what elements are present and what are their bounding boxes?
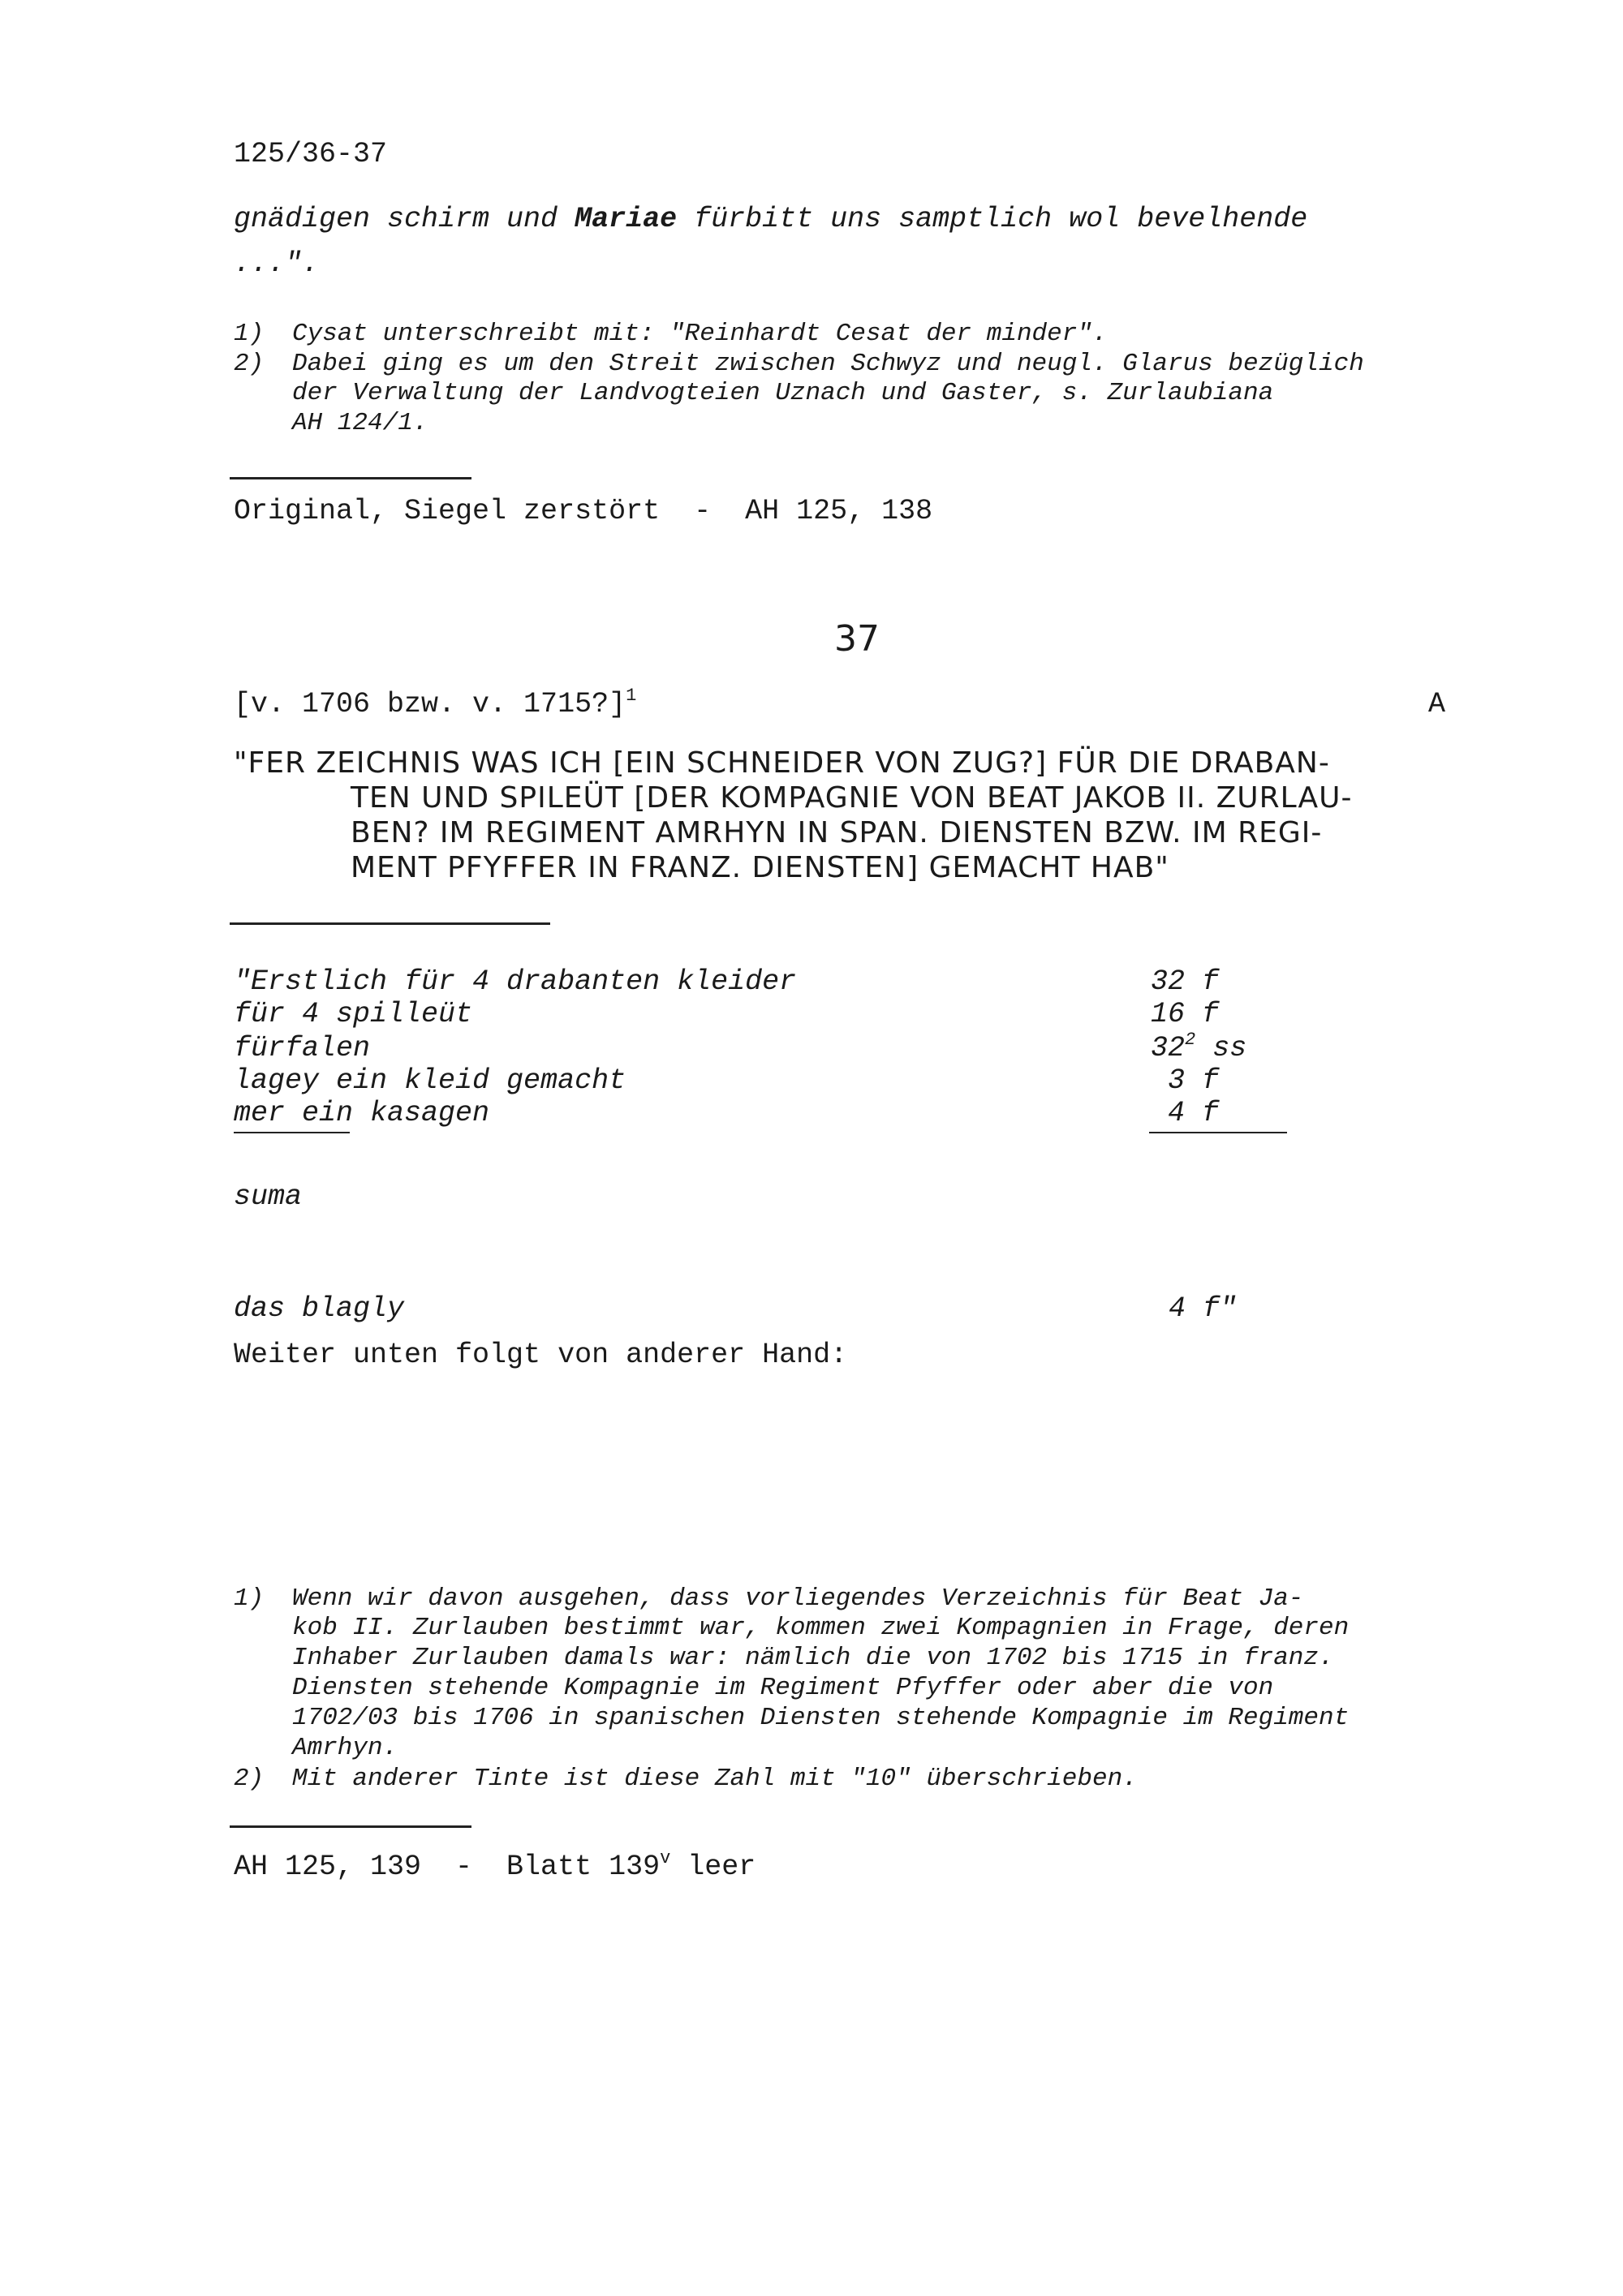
footnote-bottom-1-line-5: 1702/03 bis 1706 in spanischen Diensten stehende Kompagnie im Regiment <box>292 1704 1350 1732</box>
footnote-text: Mit anderer Tinte ist diese Zahl mit "10" überschrieben. <box>292 1765 1138 1793</box>
source-line-top: Original, Siegel zerstört - AH 125, 138 <box>234 495 933 527</box>
continuation-bold-word: Mariae <box>575 203 678 235</box>
ledger-amount: 32 f <box>1151 965 1220 998</box>
blagly-amount: 4 f" <box>1169 1292 1238 1325</box>
other-hand-note: Weiter unten folgt von anderer Hand: <box>234 1339 848 1371</box>
footnote-top-2-line-2: der Verwaltung der Landvogteien Uznach und Gaster, s. Zurlaubiana <box>292 379 1274 407</box>
ledger-sum-rule <box>1149 1132 1287 1133</box>
ledger-amount: 16 f <box>1151 998 1220 1030</box>
ledger-amount-unit: ss <box>1195 1032 1247 1064</box>
footnote-number: 2) <box>234 350 265 378</box>
ledger-amount <box>1151 1032 1246 1064</box>
footnote-bottom-1-line-2: kob II. Zurlauben bestimmt war, kommen zwei Kompagnien in Frage, deren <box>292 1614 1350 1642</box>
ledger-amount-value: 32 <box>1151 1032 1186 1064</box>
ledger-item: mer ein kasagen <box>234 1097 490 1129</box>
footnote-bottom-1-line-3: Inhaber Zurlauben damals war: nämlich die von 1702 bis 1715 in franz. <box>292 1644 1334 1672</box>
date-footnote-marker: 1 <box>626 686 637 706</box>
ledger-item: für 4 spilleüt <box>234 998 473 1030</box>
blagly-item: das blagly <box>234 1292 405 1325</box>
footnote-bottom-1-line-6: Amrhyn. <box>292 1734 398 1762</box>
footnote-number: 1) <box>234 1584 265 1613</box>
footnote-bottom-1 <box>234 1584 1304 1614</box>
footnote-rule-bottom <box>230 1825 471 1828</box>
document-number: 37 <box>834 618 880 660</box>
ledger-item: "Erstlich für 4 drabanten kleider <box>234 965 797 998</box>
source-text: AH 125, 139 - Blatt 139 <box>234 1851 661 1883</box>
date-text: [v. 1706 bzw. v. 1715?] <box>234 688 626 720</box>
continuation-line-1 <box>234 203 1307 235</box>
title-rule <box>230 922 550 925</box>
ledger-item: lagey ein kleid gemacht <box>234 1064 626 1097</box>
footnote-text: Wenn wir davon ausgehen, dass vorliegendes Verzeichnis für Beat Ja- <box>292 1584 1304 1613</box>
letter-code: A <box>1428 688 1446 720</box>
ledger-amount: 3 f <box>1151 1064 1220 1097</box>
footnote-text: Cysat unterschreibt mit: "Reinhardt Cesat der minder". <box>292 320 1108 348</box>
date-line <box>234 688 636 720</box>
footnote-top-2-line-3: AH 124/1. <box>292 409 428 437</box>
continuation-text-b: fürbitt uns samptlich wol bevelhende <box>677 203 1308 235</box>
footnote-top-2 <box>234 349 1364 379</box>
footnote-rule-top <box>230 477 471 479</box>
title-line-2: TEN UND SPILEÜT [DER KOMPAGNIE VON BEAT JAKOB II. ZURLAU- <box>351 781 1353 815</box>
suma-label: suma <box>234 1180 303 1213</box>
footnote-number: 1) <box>234 320 265 348</box>
ledger-underline-left <box>234 1132 350 1133</box>
continuation-text-a: gnädigen schirm und <box>234 203 575 235</box>
page-reference: 125/36-37 <box>234 138 388 170</box>
title-line-4: MENT PFYFFER IN FRANZ. DIENSTEN] GEMACHT HAB" <box>351 851 1169 884</box>
footnote-top-1 <box>234 319 1108 349</box>
footnote-number: 2) <box>234 1765 265 1793</box>
ledger-footnote-marker: 2 <box>1185 1030 1196 1050</box>
ledger-item: fürfalen <box>234 1032 371 1064</box>
ledger-amount: 4 f <box>1151 1097 1220 1129</box>
source-line-bottom <box>234 1848 756 1883</box>
title-line-1: "FER ZEICHNIS WAS ICH [EIN SCHNEIDER VON ZUG?] FÜR DIE DRABAN- <box>234 746 1330 780</box>
footnote-bottom-2 <box>234 1764 1138 1794</box>
title-line-3: BEN? IM REGIMENT AMRHYN IN SPAN. DIENSTEN BZW. IM REGI- <box>351 816 1323 849</box>
continuation-line-2: ...". <box>234 247 320 280</box>
footnote-text: Dabei ging es um den Streit zwischen Schwyz und neugl. Glarus bezüglich <box>292 350 1364 378</box>
source-sup: v <box>660 1848 671 1868</box>
source-text-after: leer <box>670 1851 756 1883</box>
footnote-bottom-1-line-4: Diensten stehende Kompagnie im Regiment Pfyffer oder aber die von <box>292 1674 1274 1702</box>
